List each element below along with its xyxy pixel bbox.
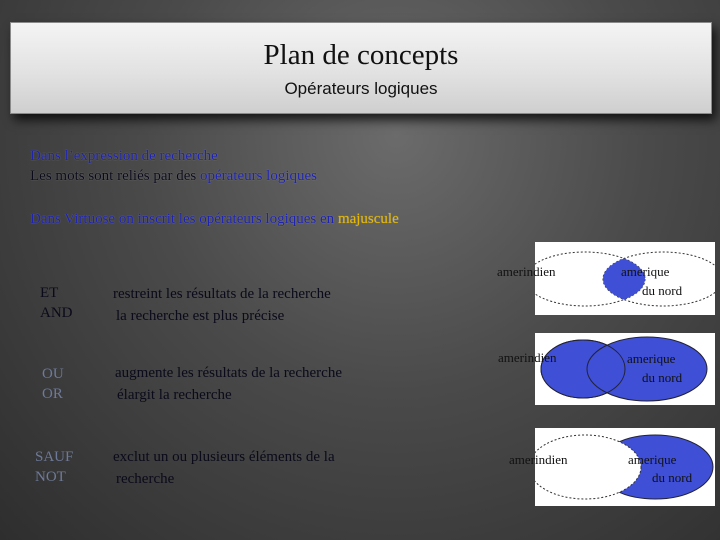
- operator-et-fr: ET: [40, 285, 59, 301]
- venn-or-left-label: amerindien: [498, 350, 557, 365]
- slide-title: Plan de concepts: [263, 39, 459, 71]
- operator-ou-en: OR: [42, 386, 63, 402]
- venn-not-labels: [480, 448, 720, 488]
- venn-and-left-label: amerindien: [497, 264, 556, 279]
- operator-sauf-description: [113, 446, 335, 490]
- intro-line-2: [30, 168, 317, 185]
- operator-et-desc-1: restreint les résultats de la recherche: [113, 286, 331, 302]
- title-box: [10, 22, 712, 114]
- operator-ou-fr: OU: [42, 366, 64, 382]
- slide-subtitle: Opérateurs logiques: [284, 79, 438, 98]
- operator-et: [40, 283, 73, 323]
- operator-ou-description: [115, 362, 342, 406]
- operator-ou-desc-1: augmente les résultats de la recherche: [115, 365, 342, 381]
- operator-et-description: [113, 283, 331, 327]
- venn-or-right-label-1: amerique: [627, 351, 676, 366]
- venn-or-labels: [480, 346, 720, 390]
- venn-and-right-label-1: amerique: [621, 264, 670, 279]
- intro-line-3-highlight: majuscule: [337, 211, 399, 227]
- intro-line-3-text: Dans Virtuose on inscrit les opérateurs logiques en: [30, 211, 338, 227]
- operator-et-en: AND: [40, 305, 73, 321]
- operator-sauf-desc-1: exclut un ou plusieurs éléments de la: [113, 449, 335, 465]
- operator-ou-desc-2: élargit la recherche: [117, 387, 232, 403]
- intro-line-1: [30, 148, 218, 165]
- venn-not-left-label: amerindien: [509, 452, 568, 467]
- operator-sauf: [35, 447, 73, 487]
- venn-and-labels: [480, 262, 720, 302]
- operator-sauf-fr: SAUF: [35, 449, 74, 465]
- intro-line-2-highlight: opérateurs logiques: [199, 168, 318, 184]
- venn-not-right-label-1: amerique: [628, 452, 677, 467]
- venn-and-right-label-2: du nord: [642, 283, 683, 298]
- operator-sauf-en: NOT: [35, 469, 66, 485]
- operator-sauf-desc-2: recherche: [116, 471, 175, 487]
- operator-ou: [42, 364, 64, 404]
- operator-et-desc-2: la recherche est plus précise: [116, 308, 285, 324]
- intro-line-1-text: Dans l’expression de recherche: [30, 148, 218, 164]
- intro-line-2-text: Les mots sont reliés par des: [30, 168, 200, 184]
- venn-or-right-label-2: du nord: [642, 370, 683, 385]
- intro-line-3: [30, 211, 399, 228]
- venn-not-right-label-2: du nord: [652, 470, 693, 485]
